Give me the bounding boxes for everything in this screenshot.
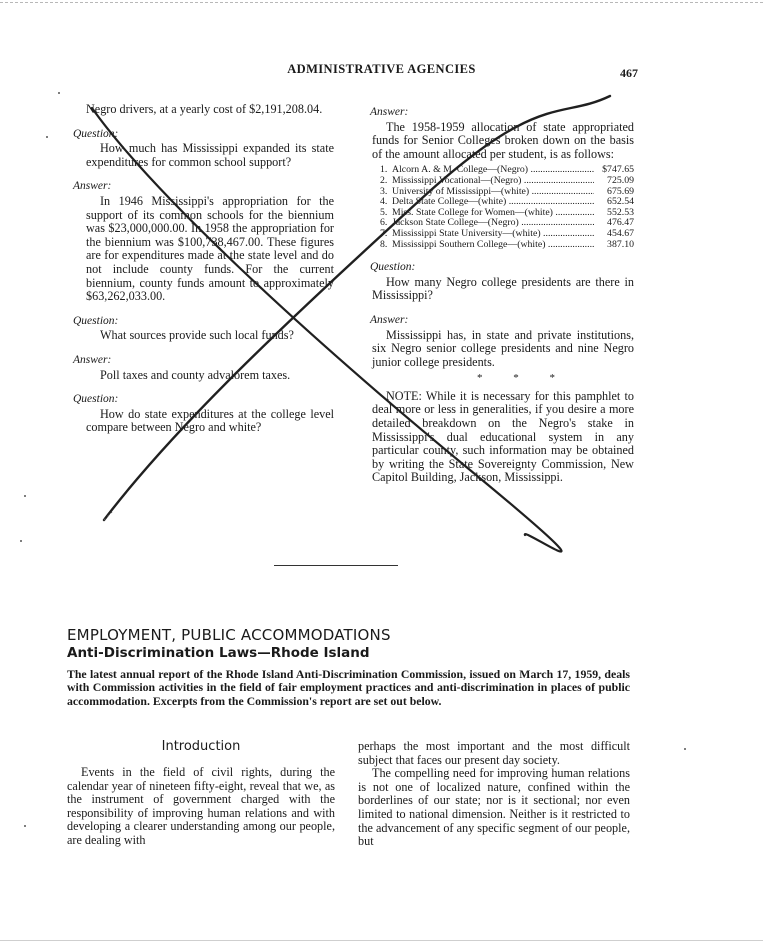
right-column bbox=[372, 106, 634, 485]
question-text: What sources provide such local funds? bbox=[100, 328, 294, 343]
allocation-row bbox=[380, 229, 634, 240]
question-text: How many Negro college presidents are there in Mississippi? bbox=[372, 274, 634, 303]
section-lead: The latest annual report of the Rhode Island Anti-Discrimination Commission, issued on March 17, 1959, deals with Commission activities in the field of fair employment practices and anti-discrimination in places of public accommodation. Excerpts from the Commission's report are set out below. bbox=[67, 667, 630, 708]
allocation-amount: 454.67 bbox=[607, 227, 634, 239]
allocation-row bbox=[380, 208, 634, 219]
allocation-list bbox=[380, 165, 634, 250]
allocation-amount: 552.53 bbox=[607, 206, 634, 218]
section-subtitle: Anti-Discrimination Laws—Rhode Island bbox=[67, 645, 370, 661]
allocation-row bbox=[380, 165, 634, 176]
allocation-amount: 387.10 bbox=[607, 238, 634, 250]
allocation-college: Delta State College—(white) ..... bbox=[392, 197, 594, 208]
answer-label: Answer: bbox=[370, 313, 409, 326]
allocation-row bbox=[380, 187, 634, 198]
answer-label: Answer: bbox=[73, 180, 112, 193]
allocation-row bbox=[380, 176, 634, 187]
allocation-number: 2. bbox=[380, 174, 388, 186]
body-paragraph: The compelling need for improving human relations is not one of localized nature, confined within the borderlines of our state; nor is it sectional; nor even limited to national dimension. Neither is it restricted to the advancement of any specific segment of our people, but bbox=[358, 766, 630, 849]
allocation-number: 1. bbox=[380, 164, 388, 176]
scan-speck bbox=[46, 136, 48, 138]
question-label: Question: bbox=[73, 314, 119, 327]
allocation-college: Mississippi State University—(white) ..... bbox=[392, 229, 594, 240]
section-stars: * * * bbox=[477, 372, 569, 385]
bottom-border bbox=[0, 940, 763, 941]
allocation-number: 6. bbox=[380, 217, 388, 229]
allocation-row bbox=[380, 218, 634, 229]
question-label: Question: bbox=[73, 127, 119, 140]
answer-label: Answer: bbox=[370, 106, 409, 118]
body-paragraph: Events in the field of civil rights, during the calendar year of nineteen fifty-eight, reveal that we, as the instrument of government charged with the responsibility of improving human relations and with developing a clearer understanding among our people, are dealing with bbox=[67, 765, 335, 847]
scan-speck bbox=[684, 748, 686, 750]
allocation-row bbox=[380, 197, 634, 208]
cross-stroke-tail bbox=[104, 512, 112, 520]
allocation-number: 5. bbox=[380, 206, 388, 218]
body-right-column bbox=[358, 740, 630, 849]
allocation-number: 7. bbox=[380, 227, 388, 239]
scan-speck bbox=[58, 92, 60, 94]
left-column bbox=[73, 102, 334, 435]
allocation-college: Alcorn A. & M. College—(Negro) ..... bbox=[392, 165, 594, 176]
top-dashed-border bbox=[0, 2, 763, 3]
answer-text: Mississippi has, in state and private institutions, six Negro senior college presidents and nine Negro junior college presidents. bbox=[372, 327, 634, 369]
allocation-row bbox=[380, 240, 634, 251]
scan-speck bbox=[24, 825, 26, 827]
body-left-column bbox=[67, 766, 335, 848]
allocation-amount: $747.65 bbox=[602, 164, 634, 176]
section-title: EMPLOYMENT, PUBLIC ACCOMMODATIONS bbox=[67, 626, 391, 644]
answer-label: Answer: bbox=[73, 353, 112, 366]
answer-text: The 1958-1959 allocation of state appropriated funds for Senior Colleges broken down on the basis of the amount allocated per student, is as follows: bbox=[372, 119, 634, 161]
allocation-amount: 675.69 bbox=[607, 185, 634, 197]
allocation-number: 3. bbox=[380, 185, 388, 197]
scan-speck bbox=[24, 495, 26, 497]
allocation-number: 8. bbox=[380, 238, 388, 250]
introduction-heading: Introduction bbox=[161, 739, 241, 754]
scan-speck bbox=[20, 540, 22, 542]
running-head: ADMINISTRATIVE AGENCIES bbox=[287, 62, 476, 76]
allocation-college: Jackson State College—(Negro) ..... bbox=[392, 218, 594, 229]
allocation-amount: 725.09 bbox=[607, 174, 634, 186]
allocation-amount: 652.54 bbox=[607, 196, 634, 208]
page-number: 467 bbox=[620, 66, 638, 80]
question-text: How much has Mississippi expanded its state expenditures for common school support? bbox=[86, 141, 334, 169]
answer-text: Poll taxes and county advalorem taxes. bbox=[100, 367, 291, 382]
section-divider bbox=[274, 565, 398, 566]
note-text: NOTE: While it is necessary for this pamphlet to deal more or less in generalities, if you desire a more detailed breakdown on the Negro's stake in Mississippi's dual educational system in any particular county, such information may be obtained by writing the State Sovereignty Commission, New Capitol Building, Jackson, Mississippi. bbox=[372, 388, 634, 485]
question-label: Question: bbox=[73, 393, 119, 406]
allocation-number: 4. bbox=[380, 196, 388, 208]
question-label: Question: bbox=[370, 261, 416, 274]
allocation-college: University of Mississippi—(white) ..... bbox=[392, 187, 594, 198]
allocation-amount: 476.47 bbox=[607, 217, 634, 229]
answer-text: In 1946 Mississippi's appropriation for the support of its common schools for the biennium was $23,000,000.00. In 1958 the appropriation for the biennium was $100,738,467.00. These figures are for expenditures made at the state level and do not include county funds. For the current biennium, county funds amount to approximately $63,262,033.00. bbox=[86, 193, 334, 304]
question-text: How do state expenditures at the college level compare between Negro and white? bbox=[86, 406, 334, 435]
allocation-college: Miss. State College for Women—(white) ..... bbox=[392, 208, 594, 219]
opening-text: Negro drivers, at a yearly cost of $2,191,208.04. bbox=[86, 102, 323, 116]
body-paragraph: perhaps the most important and the most difficult subject that faces our present day society. bbox=[358, 739, 630, 767]
allocation-college: Mississippi Vocational—(Negro) ..... bbox=[392, 176, 594, 187]
allocation-college: Mississippi Southern College—(white) ..... bbox=[392, 240, 594, 251]
